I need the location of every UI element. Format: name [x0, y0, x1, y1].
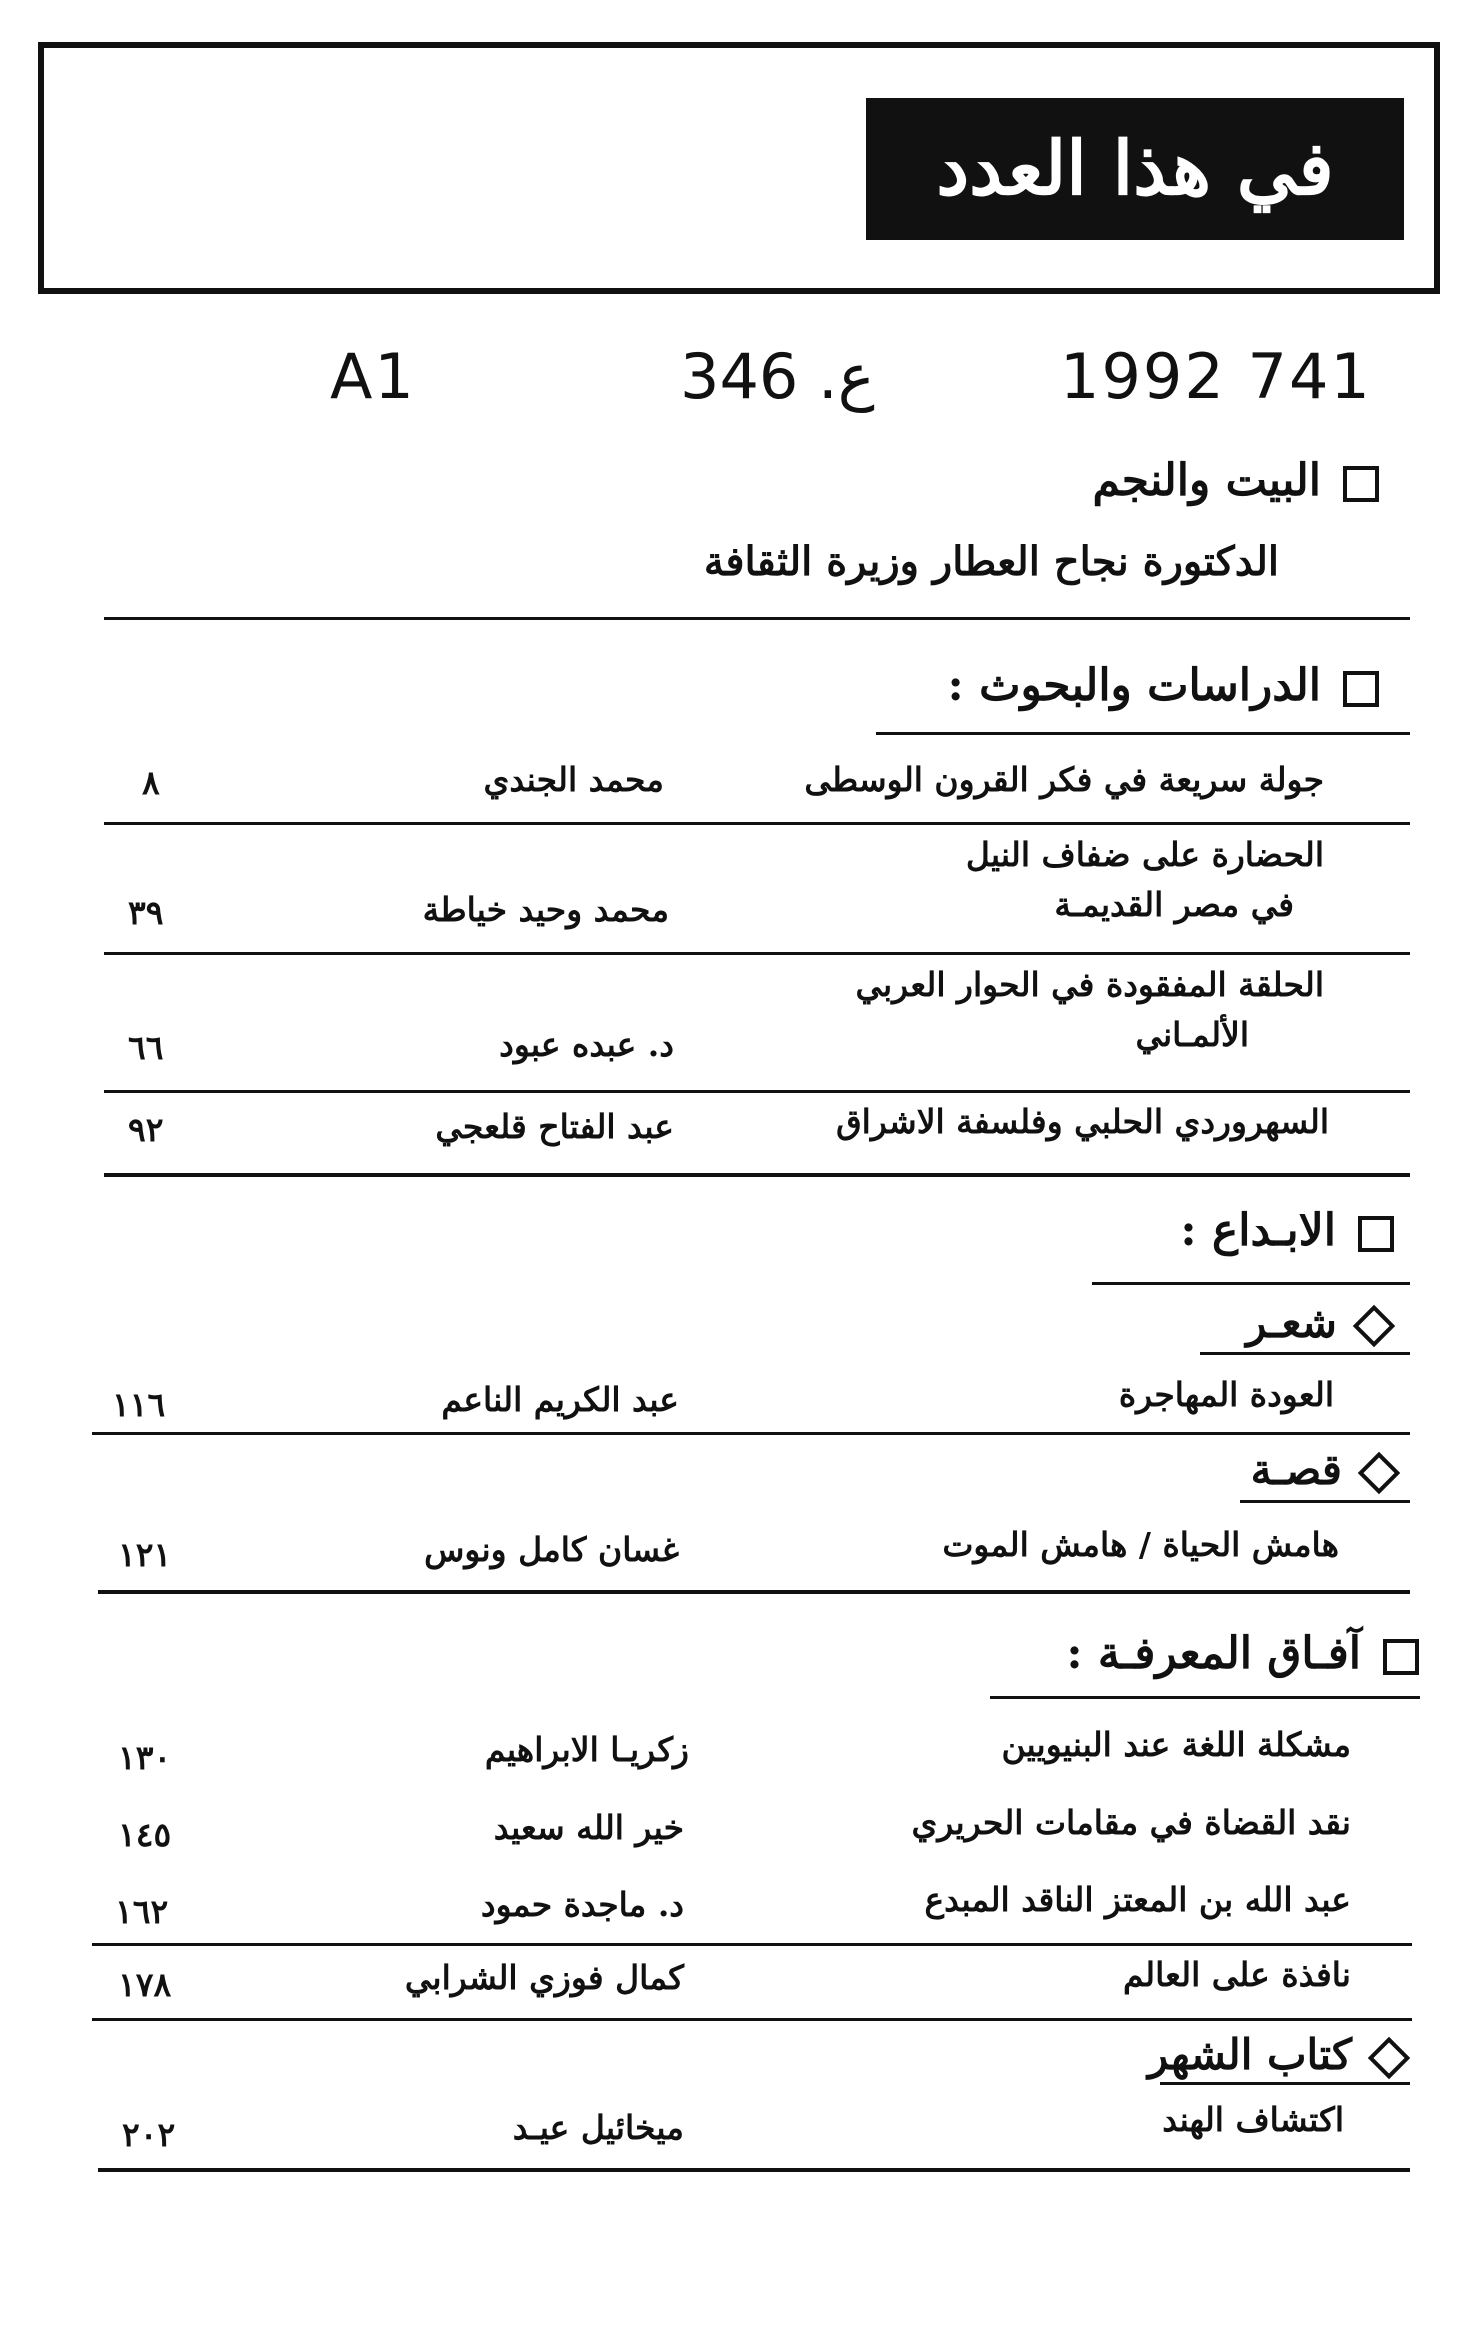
label-underline [1240, 1500, 1410, 1503]
article-title: الحلقة المفقودة في الحوار العربي [855, 965, 1324, 1004]
divider [104, 952, 1410, 955]
article-page: ٢٠٢ [122, 2115, 176, 2154]
article-page: ١٤٥ [118, 1815, 172, 1854]
article-author: د. ماجدة حمود [480, 1885, 684, 1924]
checkbox-square-icon [1343, 466, 1379, 502]
article-title: الحضارة على ضفاف النيل [965, 835, 1324, 874]
article-title: السهروردي الحلبي وفلسفة الاشراق [836, 1102, 1329, 1141]
creativity-heading: الابـداع : [1180, 1205, 1394, 1256]
editorial-subtitle: الدكتورة نجاح العطار وزيرة الثقافة [703, 538, 1279, 585]
divider [104, 822, 1410, 825]
diamond-bullet-icon [1353, 1305, 1395, 1347]
section-divider [98, 1590, 1410, 1594]
divider [92, 1943, 1412, 1946]
checkbox-square-icon [1358, 1216, 1394, 1252]
article-title: جولة سريعة في فكر القرون الوسطى [804, 760, 1324, 799]
issue-title: في هذا العدد [866, 98, 1404, 240]
article-title: العودة المهاجرة [1118, 1375, 1334, 1414]
article-author: ميخائيل عيـد [512, 2108, 684, 2147]
article-author: محمد وحيد خياطة [422, 890, 669, 929]
article-title: عبد الله بن المعتز الناقد المبدع [924, 1880, 1351, 1919]
article-title-line2: في مصر القديمـة [1054, 885, 1294, 924]
label-underline [1200, 1352, 1410, 1355]
diamond-bullet-icon [1368, 2037, 1410, 2079]
article-page: ١٣٠ [118, 1738, 172, 1777]
article-page: ١٢١ [118, 1535, 172, 1574]
divider [92, 2018, 1412, 2021]
poetry-label: شعـر [1246, 1298, 1389, 1347]
article-title: نافذة على العالم [1123, 1955, 1351, 1994]
article-title-line2: الألمـاني [1135, 1015, 1249, 1054]
article-author: عبد الكريم الناعم [441, 1380, 679, 1419]
diamond-bullet-icon [1358, 1452, 1400, 1494]
divider [104, 1090, 1410, 1093]
book-of-month-label: كتاب الشهر [1148, 2030, 1404, 2079]
divider [104, 617, 1410, 620]
article-page: ٩٢ [128, 1110, 164, 1149]
heading-underline [876, 732, 1410, 735]
article-page: ١٧٨ [118, 1965, 172, 2004]
article-page: ١٦٢ [115, 1892, 169, 1931]
label-underline [1160, 2082, 1410, 2085]
article-title: هامش الحياة / هامش الموت [942, 1525, 1339, 1564]
heading-underline [1092, 1282, 1410, 1285]
article-author: زكريـا الابراهيم [484, 1730, 689, 1769]
handwritten-ref-a: A1 [330, 340, 416, 413]
divider [92, 1432, 1410, 1435]
article-title: اكتشاف الهند [1162, 2100, 1344, 2139]
article-title: مشكلة اللغة عند البنيويين [1001, 1725, 1351, 1764]
studies-heading: الدراسات والبحوث : [948, 660, 1379, 711]
article-author: غسان كامل ونوس [424, 1530, 679, 1569]
article-author: كمال فوزي الشرابي [404, 1958, 684, 1997]
article-page: ٨ [142, 763, 160, 802]
article-title: نقد القضاة في مقامات الحريري [911, 1803, 1351, 1842]
story-label: قصـة [1251, 1445, 1394, 1494]
article-author: د. عبده عبود [499, 1025, 674, 1064]
editorial-heading: البيت والنجم [1092, 455, 1379, 506]
article-page: ٣٩ [128, 893, 164, 932]
checkbox-square-icon [1383, 1639, 1419, 1675]
section-divider [104, 1173, 1410, 1177]
article-author: خير الله سعيد [493, 1808, 684, 1847]
checkbox-square-icon [1343, 671, 1379, 707]
article-page: ٦٦ [128, 1028, 164, 1067]
article-author: محمد الجندي [483, 760, 664, 799]
article-page: ١١٦ [112, 1385, 166, 1424]
handwritten-ref-b: 346 .ع [680, 340, 875, 413]
heading-underline [990, 1696, 1420, 1699]
horizons-heading: آفـاق المعرفـة : [1066, 1628, 1419, 1679]
article-author: عبد الفتاح قلعجي [435, 1107, 674, 1146]
section-divider [98, 2168, 1410, 2172]
handwritten-ref-c: 1992 741 [1060, 340, 1372, 413]
